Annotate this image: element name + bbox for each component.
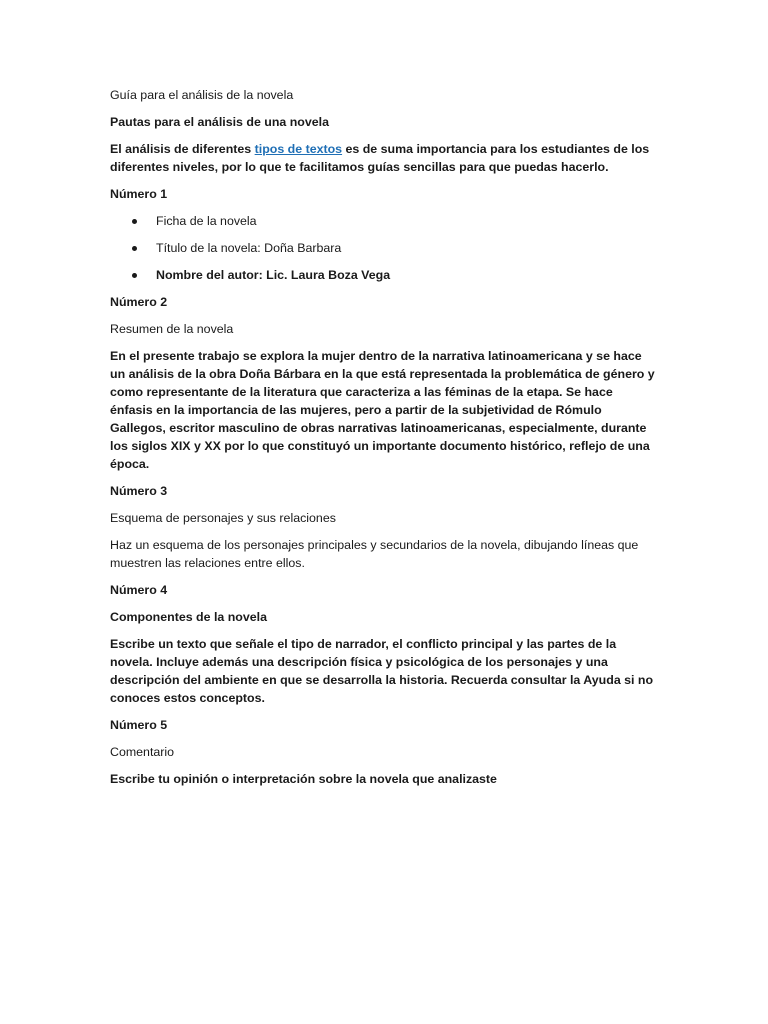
section-2-title: Resumen de la novela (110, 322, 234, 336)
list-item-text: Ficha de la novela (156, 214, 257, 228)
bullet-icon (132, 246, 137, 251)
section-5-number: Número 5 (110, 718, 168, 732)
intro-text-after-link: es de suma importancia para los estudiantes de los diferentes niveles, por lo que te facilitamos guías sencillas para que puedas hacerlo. (110, 142, 650, 174)
document-page (110, 86, 658, 797)
section-4-title: Componentes de la novela (110, 610, 267, 624)
document-subheading: Pautas para el análisis de una novela (110, 115, 329, 129)
list-item (110, 266, 658, 284)
section-2-body: En el presente trabajo se explora la mujer dentro de la narrativa latinoamericana y se hace un análisis de la obra Doña Bárbara en la que está representada la problemática de género y como representante de la literatura que caracteriza a las féminas de la etapa. Se hace énfasis en la importancia de las mujeres, pero a partir de la subjetividad de Rómulo Gallegos, escritor masculino de obras narrativas latinoamericanas, especialmente, durante los siglos XIX y XX por lo que constituyó un importante documento histórico, reflejo de una época. (110, 349, 655, 471)
section-3-number: Número 3 (110, 484, 168, 498)
section-3-title: Esquema de personajes y sus relaciones (110, 511, 336, 525)
section-3-body: Haz un esquema de los personajes principales y secundarios de la novela, dibujando líneas que muestren las relaciones entre ellos. (110, 538, 639, 570)
bullet-icon (132, 273, 137, 278)
document-heading: Guía para el análisis de la novela (110, 88, 294, 102)
list-item (110, 212, 658, 230)
section-1-bullet-list (110, 212, 658, 284)
section-2-number: Número 2 (110, 295, 168, 309)
tipos-de-textos-link[interactable]: tipos de textos (254, 142, 343, 156)
bullet-icon (132, 219, 137, 224)
section-1-number: Número 1 (110, 187, 168, 201)
section-5-body: Escribe tu opinión o interpretación sobre la novela que analizaste (110, 772, 497, 786)
intro-paragraph (110, 140, 658, 176)
intro-text-before-link: El análisis de diferentes (110, 142, 255, 156)
section-4-body: Escribe un texto que señale el tipo de narrador, el conflicto principal y las partes de la novela. Incluye además una descripción física y psicológica de los personajes y una descripción del ambiente en que se desarrolla la historia. Recuerda consultar la Ayuda si no conoces estos conceptos. (110, 637, 654, 705)
list-item (110, 239, 658, 257)
list-item-text: Título de la novela: Doña Barbara (156, 241, 342, 255)
list-item-text: Nombre del autor: Lic. Laura Boza Vega (156, 268, 391, 282)
section-4-number: Número 4 (110, 583, 168, 597)
section-5-title: Comentario (110, 745, 175, 759)
